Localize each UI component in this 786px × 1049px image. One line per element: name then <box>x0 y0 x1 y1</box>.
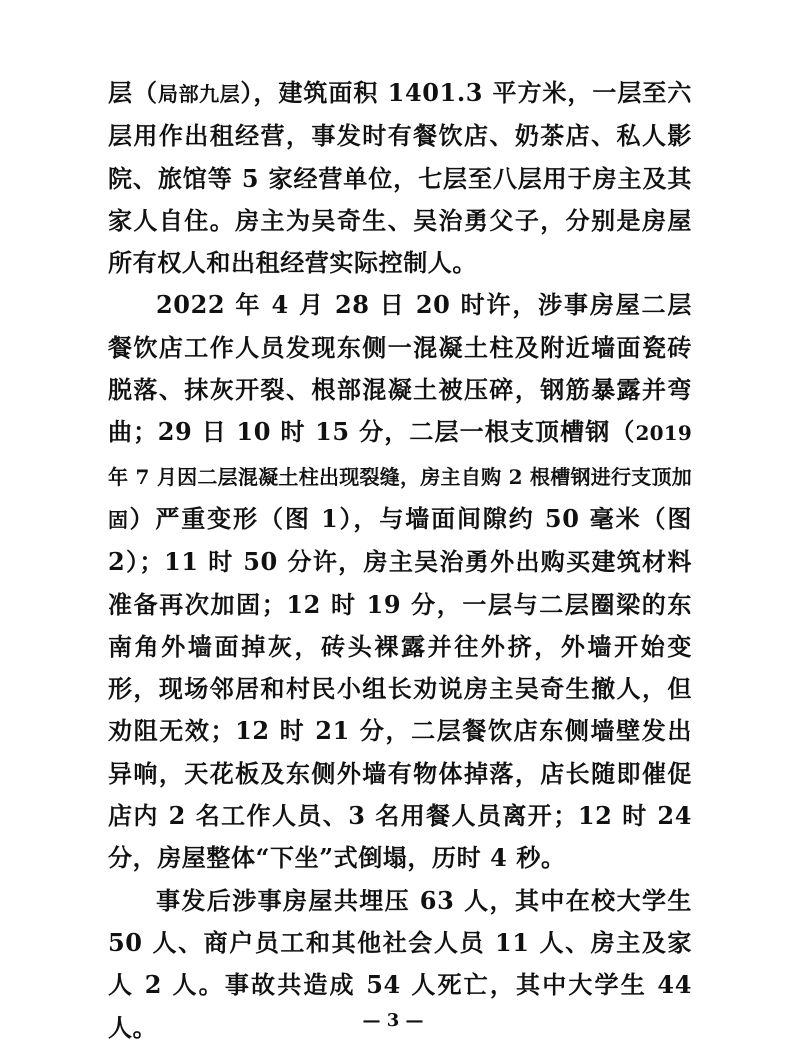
paragraph-2-part-1: 2022 年 4 月 28 日 20 时许，涉事房屋二层餐饮店工作人员发现东侧一混凝土柱及附近墙面瓷砖脱落、抹灰开裂、根部混凝土被压碎，钢筋暴露并弯曲；29 日 10 时 15 分，二层一根支顶槽钢（ <box>108 290 692 447</box>
paragraph-1-part-3: ），建筑面积 1401.3 平方米，一层至六层用作出租经营，事发时有餐饮店、奶茶店、私人影院、旅馆等 5 家经营单位，七层至八层用于房主及其家人自住。房主为吴奇生、吴治勇父子，分别是房屋所有权人和出租经营实际控制人。 <box>108 78 692 278</box>
body-text <box>108 72 692 1049</box>
paragraph-2-part-3: ）严重变形（图 1），与墙面间隙约 50 毫米（图 2）；11 时 50 分许，房主吴治勇外出购买建筑材料准备再次加固；12 时 19 分，一层与二层圈梁的东南角外墙面掉灰，砖头裸露并往外挤，外墙开始变形，现场邻居和村民小组长劝说房主吴奇生撤人，但劝阻无效；12 时 21 分，二层餐饮店东侧墙壁发出异响，天花板及东侧外墙有物体掉落，店长随即催促店内 2 名工作人员、3 名用餐人员离开；12 时 24 分，房屋整体“下坐”式倒塌，历时 4 秒。 <box>108 503 692 873</box>
paragraph-1-annotation: 局部九层 <box>157 82 241 106</box>
paragraph-3: 事发后涉事房屋共埋压 63 人，其中在校大学生 50 人、商户员工和其他社会人员 11 人、房主及家人 2 人。事故共造成 54 人死亡，其中大学生 44 人。 <box>108 885 692 1042</box>
paragraph-2 <box>108 284 692 879</box>
paragraph-1 <box>108 72 692 284</box>
paragraph-1-part-1: 层（ <box>108 78 158 107</box>
paragraph-2-annotation: 2019 年 7 月因二层混凝土柱出现裂缝，房主自购 2 根槽钢进行支顶加固 <box>108 421 692 532</box>
page-number: — 3 — <box>362 1010 424 1031</box>
